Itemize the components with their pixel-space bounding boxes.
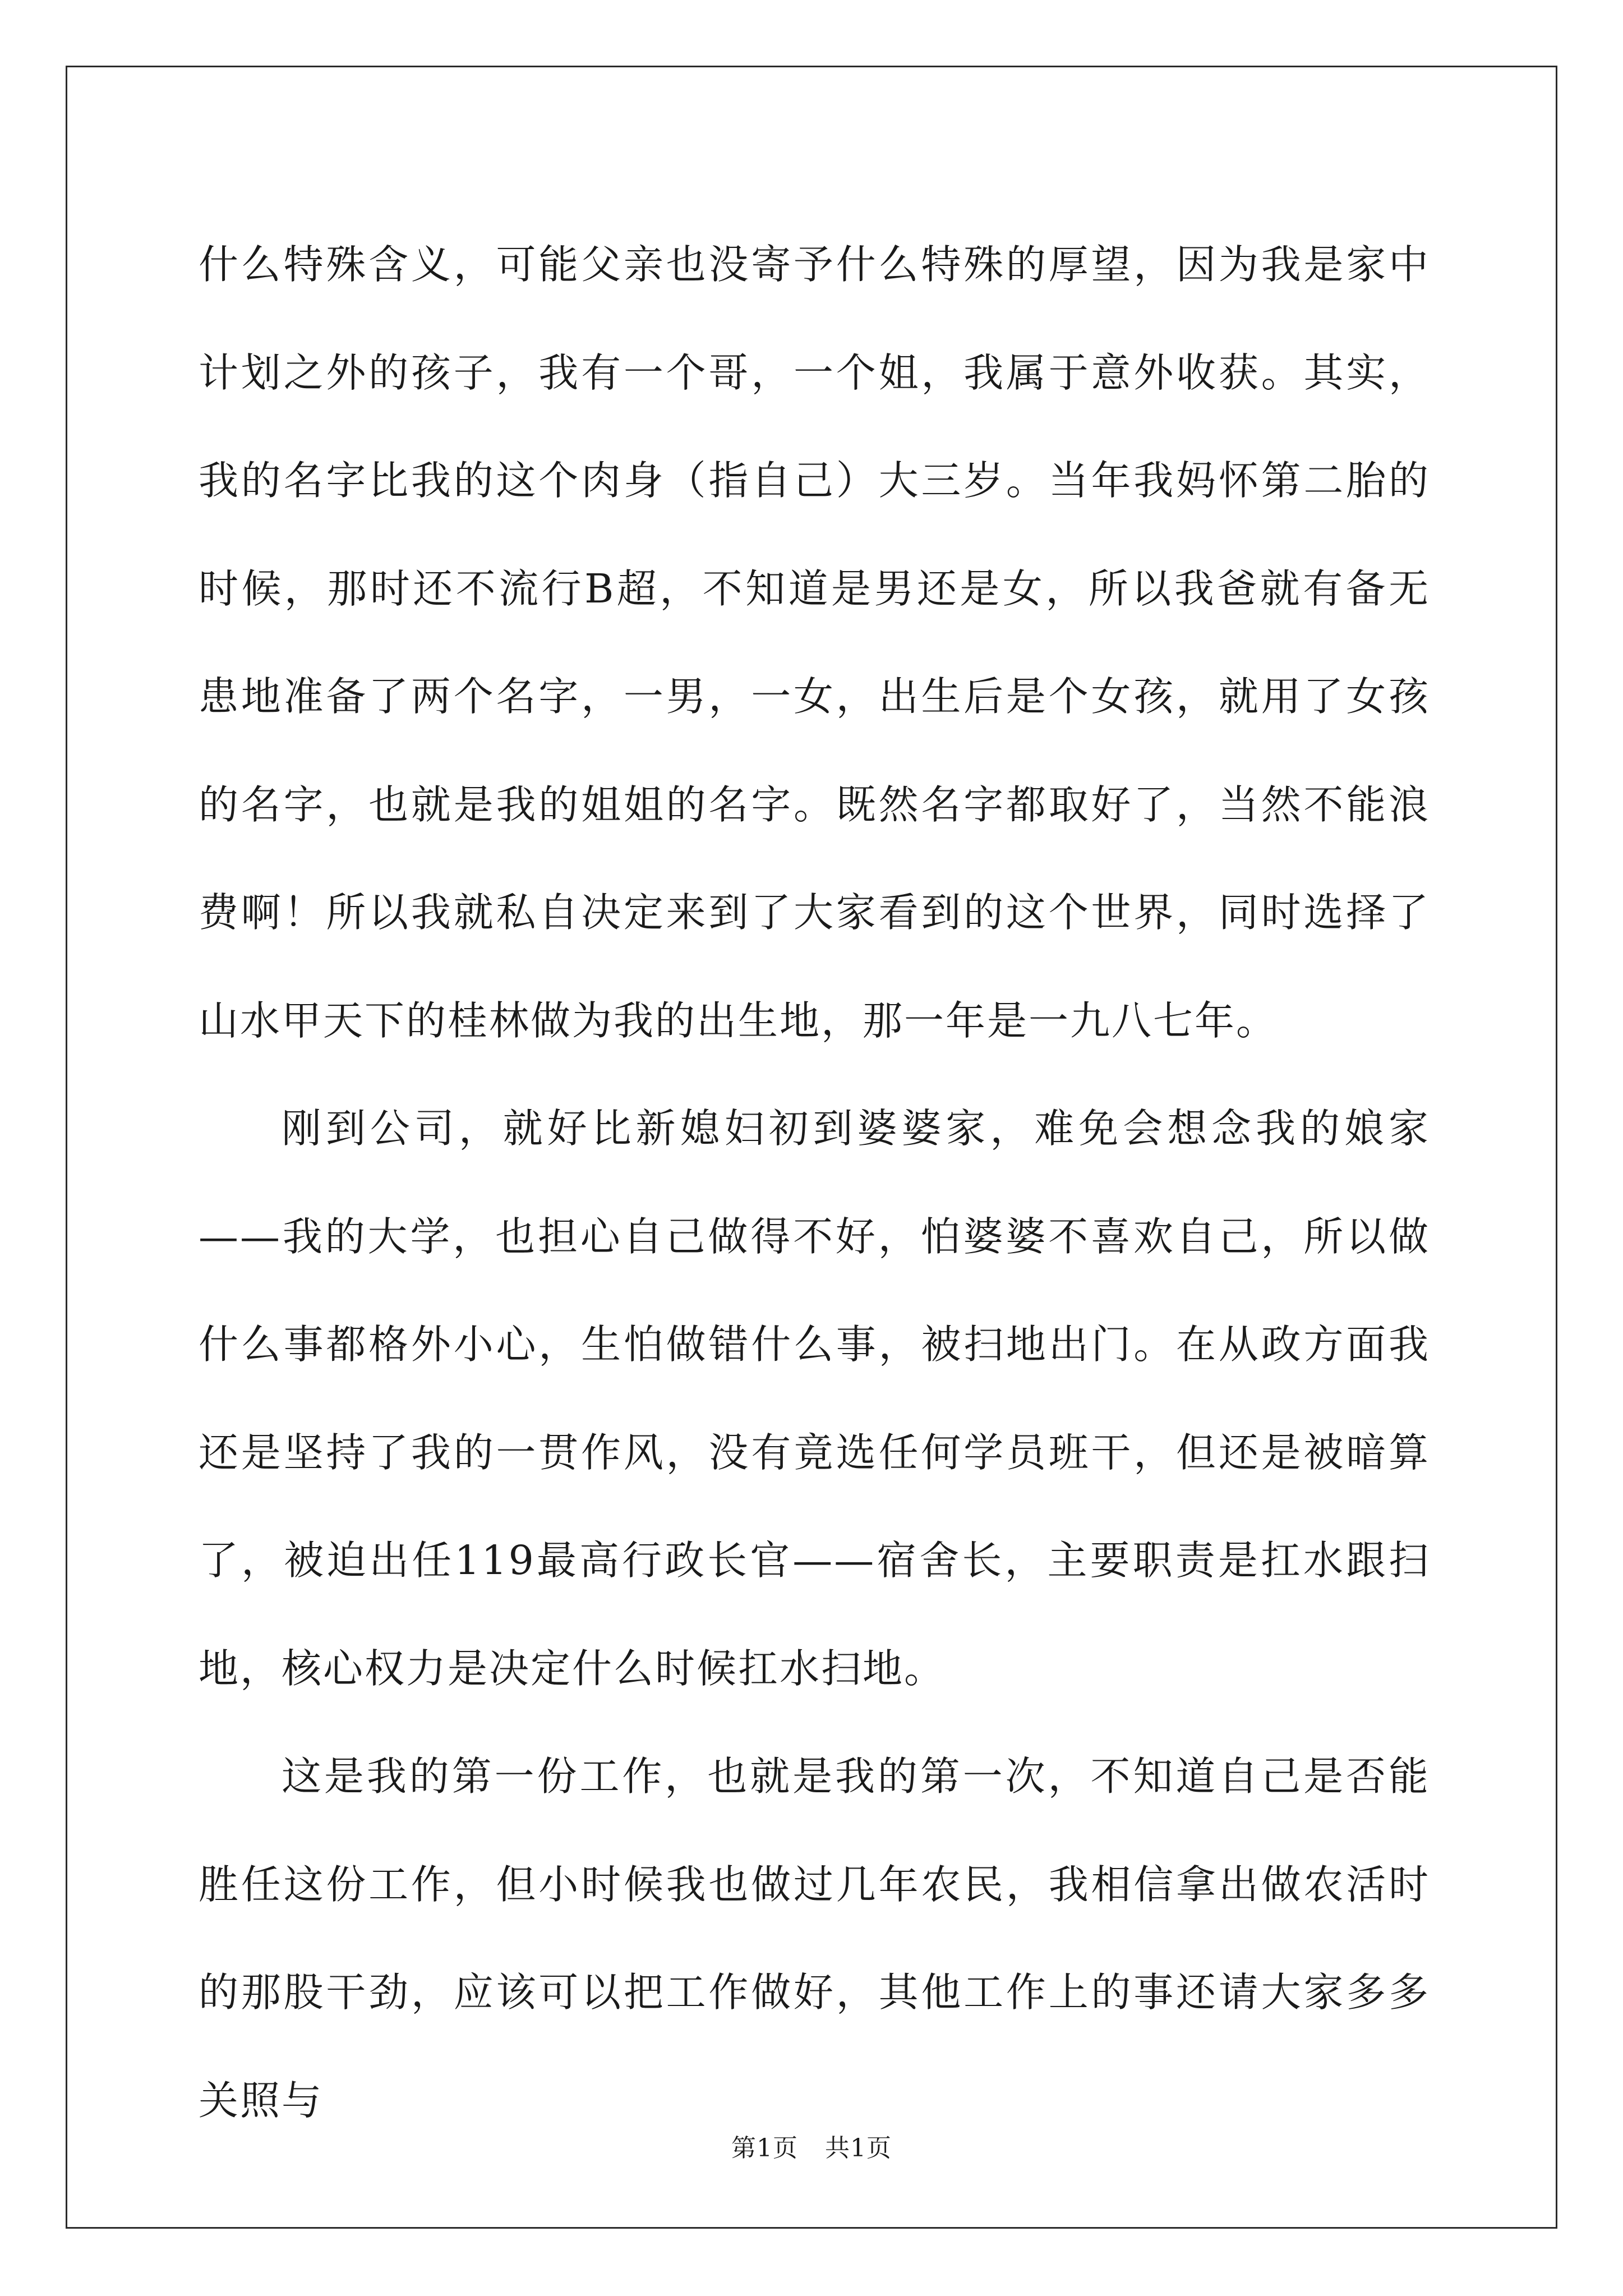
paragraph-3: 这是我的第一份工作，也就是我的第一次，不知道自己是否能胜任这份工作，但小时候我也做过几年农民，我相信拿出做农活时的那股干劲，应该可以把工作做好，其他工作上的事还请大家多多关照与: [199, 1753, 1430, 2124]
paragraph-1: 什么特殊含义，可能父亲也没寄予什么特殊的厚望，因为我是家中计划之外的孩子，我有一个哥，一个姐，我属于意外收获。其实，我的名字比我的这个肉身（指自己）大三岁。当年我妈怀第二胎的时候，那时还不流行B超，不知道是男还是女，所以我爸就有备无患地准备了两个名字，一男，一女，出生后是个女孩，就用了女孩的名字，也就是我的姐姐的名字。既然名字都取好了，当然不能浪费啊！所以我就私自决定来到了大家看到的这个世界，同时选择了山水甲天下的桂林做为我的出生地，那一年是一九八七年。: [199, 241, 1430, 1044]
page-footer: [0, 2132, 1623, 2165]
page-number-total: 共1页: [825, 2134, 892, 2162]
document-body: [199, 211, 1430, 2155]
paragraph-2: 刚到公司，就好比新媳妇初到婆婆家，难免会想念我的娘家——我的大学，也担心自己做得不好，怕婆婆不喜欢自己，所以做什么事都格外小心，生怕做错什么事，被扫地出门。在从政方面我还是坚持了我的一贯作风，没有竟选任何学员班干，但还是被暗算了，被迫出任119最高行政长官——宿舍长，主要职责是扛水跟扫地，核心权力是决定什么时候扛水扫地。: [199, 1105, 1430, 1692]
page-number-current: 第1页: [731, 2134, 798, 2162]
